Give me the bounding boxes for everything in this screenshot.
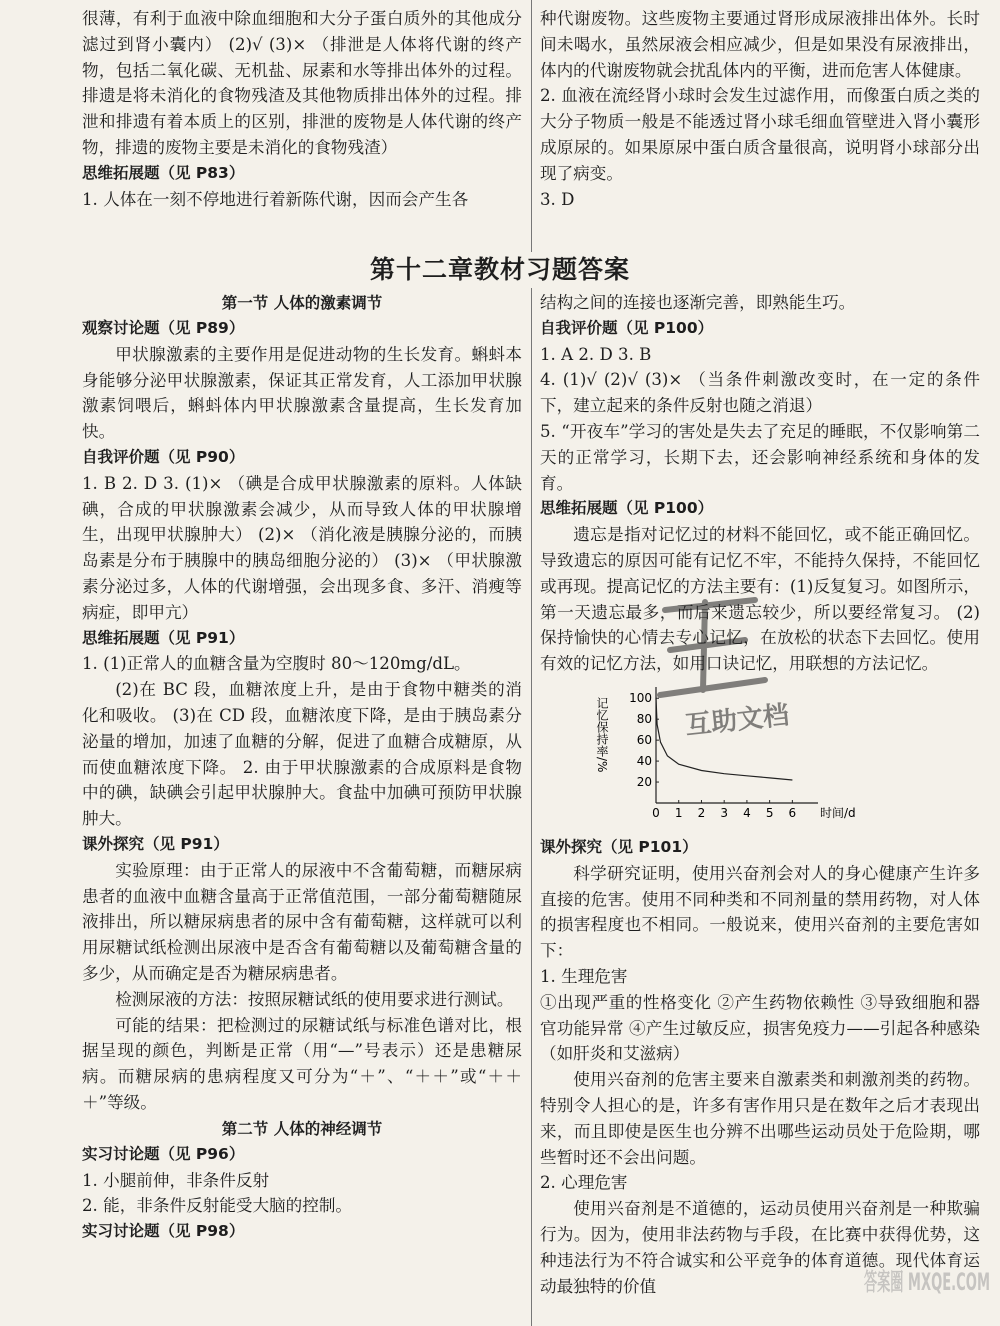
paragraph: 1. B 2. D 3. (1)× （碘是合成甲状腺激素的原料。人体缺碘，合成的甲状腺激素会减少，从而导致人体的甲状腺增生，出现甲状腺肿大） (2)× （消化液是胰腺分泌的，而胰岛素是分布于胰腺中的胰岛细胞分泌的） (3)× （甲状腺激素分泌过多，人体的代谢增强，会出现多食、多汗、消瘦等病症，即甲亢） [82, 473, 522, 622]
question-heading: 实习讨论题（见 P96） [82, 1144, 245, 1163]
column-divider-top [531, 0, 532, 252]
paragraph: 1. 人体在一刻不停地进行着新陈代谢，因而会产生各 [82, 189, 469, 209]
right-column-bottom [540, 290, 980, 1299]
y-tick-label: 40 [636, 754, 652, 769]
paragraph: 使用兴奋剂的危害主要来自激素类和刺激剂类的药物。特别令人担心的是，许多有害作用只是在数年之后才表现出来，而且即使是医生也分辨不出哪些运动员处于危险期，哪些暂时还不会出问题。 [540, 1070, 980, 1167]
x-tick-label: 6 [788, 805, 797, 820]
x-tick-label: 3 [720, 805, 729, 820]
section-heading: 第一节 人体的激素调节 [221, 294, 383, 312]
watermark-text: 答案圈 MXQE.COM [864, 1268, 990, 1296]
y-tick-label: 60 [636, 733, 652, 748]
chapter-title: 第十二章教材习题答案 [369, 255, 630, 284]
question-heading: 自我评价题（见 P90） [82, 447, 245, 466]
paragraph: 检测尿液的方法：按照尿糖试纸的使用要求进行测试。 [115, 989, 514, 1009]
paragraph: 2. 能，非条件反射能受大脑的控制。 [82, 1196, 353, 1216]
question-heading: 思维拓展题（见 P91） [82, 628, 245, 647]
paragraph: 甲状腺激素的主要作用是促进动物的生长发育。蝌蚪本身能够分泌甲状腺激素，保证其正常发育，人工添加甲状腺激素饲喂后，蝌蚪体内甲状腺激素含量提高，生长发育加快。 [82, 344, 522, 442]
paragraph: 实验原理：由于正常人的尿液中不含葡萄糖，而糖尿病患者的血液中血糖含量高于正常值范围，一部分葡萄糖随尿液排出，所以糖尿病患者的尿中含有葡萄糖，这样就可以利用尿糖试纸检测出尿液中是否含有葡萄糖以及葡萄糖含量的多少，从而确定是否为糖尿病患者。 [82, 860, 522, 983]
column-divider-bottom [531, 288, 532, 1326]
paragraph: 科学研究证明，使用兴奋剂会对人的身心健康产生许多直接的危害。使用不同种类和不同剂量的禁用药物，对人体的损害程度也不相同。一般说来，使用兴奋剂的主要危害如下： [540, 863, 980, 961]
paragraph: 1. (1)正常人的血糖含量为空腹时 80～120mg/dL。 [82, 654, 471, 674]
paragraph: 5. “开夜车”学习的害处是失去了充足的睡眠，不仅影响第二天的正常学习，长期下去，还会影响神经系统和身体的发育。 [540, 421, 980, 493]
paragraph: ①出现严重的性格变化 ②产生药物依赖性 ③导致细胞和器官功能异常 ④产生过敏反应，损害免疫力——引起各种感染（如肝炎和艾滋病） [540, 992, 980, 1064]
paragraph: 4. (1)√ (2)√ (3)× （当条件刺激改变时，在一定的条件下，建立起来的条件反射也随之消退） [540, 370, 980, 416]
paragraph: 遗忘是指对记忆过的材料不能回忆，或不能正确回忆。导致遗忘的原因可能有记忆不牢，不能持久保持，不能回忆或再现。提高记忆的方法主要有：(1)反复复习。如图所示，第一天遗忘最多，而后来遗忘较少，所以要经常复习。 (2)保持愉快的心情去专心记忆，在放松的状态下去回忆。使用有效的记忆方法，如用口诀记忆，用联想的方法记忆。 [540, 525, 980, 674]
paragraph: 可能的结果：把检测过的尿糖试纸与标准色谱对比，根据呈现的颜色，判断是正常（用“—”号表示）还是患糖尿病。而糖尿病的患病程度又可分为“＋”、“＋＋”或“＋＋＋”等级。 [82, 1015, 522, 1112]
x-tick-label: 4 [743, 805, 751, 820]
x-tick-label: 1 [674, 805, 683, 820]
paragraph: 3. D [540, 189, 575, 209]
y-tick-label: 20 [636, 775, 652, 790]
section-heading: 第二节 人体的神经调节 [221, 1119, 383, 1138]
x-tick-label: 2 [697, 805, 706, 820]
paragraph: 很薄，有利于血液中除血细胞和大分子蛋白质外的其他成分滤过到肾小囊内） (2)√ (3)× （排泄是人体将代谢的终产物，包括二氧化碳、无机盐、尿素和水等排出体外的过程。排遗是将未消化的食物残渣及其他物质排出体外的过程。排泄和排遗有着本质上的区别，排泄的废物是人体代谢的终产物，排遗的废物主要是未消化的食物残渣） [82, 9, 522, 157]
question-heading: 实习讨论题（见 P98） [82, 1222, 245, 1241]
x-tick-label: 5 [765, 805, 774, 820]
paragraph: 1. 小腿前伸，非条件反射 [82, 1170, 270, 1190]
stamp-text: 互助文档 [683, 700, 791, 742]
x-axis-label: 时间/d [820, 805, 856, 820]
question-heading: 思维拓展题（见 P83） [82, 163, 245, 182]
watermark-logo [862, 1260, 992, 1320]
x-tick-label: 0 [652, 805, 660, 820]
question-heading: 课外探究（见 P101） [540, 837, 698, 856]
question-heading: 自我评价题（见 P100） [540, 318, 714, 337]
left-column-top [82, 6, 522, 212]
y-tick-label: 80 [636, 712, 652, 727]
left-column-bottom [82, 290, 522, 1245]
right-column-top [540, 6, 980, 212]
y-axis-label: 记忆保持率/% [595, 696, 609, 773]
handwritten-stamp-mark [645, 580, 805, 740]
question-heading: 观察讨论题（见 P89） [82, 319, 245, 337]
paragraph: 结构之间的连接也逐渐完善，即熟能生巧。 [540, 293, 856, 312]
question-heading: 思维拓展题（见 P100） [540, 499, 714, 518]
paragraph: 2. 血液在流经肾小球时会发生过滤作用，而像蛋白质之类的大分子物质一般是不能透过肾小球毛细血管壁进入肾小囊形成原尿的。如果原尿中蛋白质含量很高，说明肾小球部分出现了病变。 [540, 86, 980, 183]
paragraph: 种代谢废物。这些废物主要通过肾形成尿液排出体外。长时间未喝水，虽然尿液会相应减少，但是如果没有尿液排出，体内的代谢废物就会扰乱体内的平衡，进而危害人体健康。 [540, 9, 980, 80]
paragraph: 2. 心理危害 [540, 1173, 628, 1193]
paragraph: (2)在 BC 段，血糖浓度上升，是由于食物中糖类的消化和吸收。 (3)在 CD 段，血糖浓度下降，是由于胰岛素分泌量的增加，加速了血糖的分解，促进了血糖合成糖原，从而使血糖浓度下降。 2. 由于甲状腺激素的合成原料是食物中的碘，缺碘会引起甲状腺肿大。食盐中加碘可预防甲状腺肿大。 [82, 680, 522, 829]
paragraph: 1. 生理危害 [540, 966, 628, 986]
paragraph: 使用兴奋剂是不道德的，运动员使用兴奋剂是一种欺骗行为。因为，使用非法药物与手段，在比赛中获得优势，这种违法行为不符合诚实和公平竞争的体育道德。现代体育运动最独特的价值 [540, 1199, 980, 1296]
paragraph: 1. A 2. D 3. B [540, 344, 652, 364]
question-heading: 课外探究（见 P91） [82, 834, 229, 853]
right-bottom-part-b [540, 835, 980, 1299]
y-tick-label: 100 [629, 691, 652, 706]
